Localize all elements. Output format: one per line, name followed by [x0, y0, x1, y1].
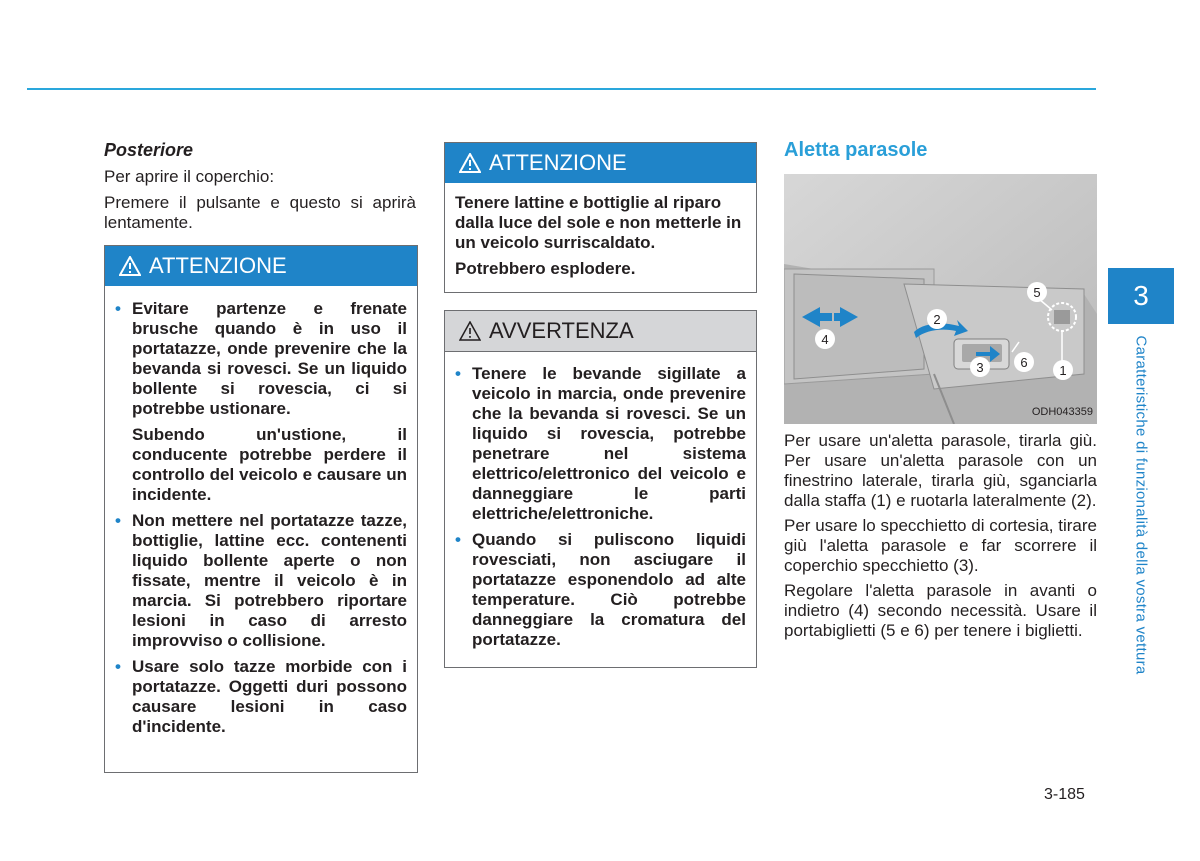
sun-visor-illustration: [784, 174, 1097, 424]
caution-header: [445, 311, 756, 352]
section-heading-posteriore: Posteriore: [104, 140, 194, 160]
chapter-tab: 3: [1108, 268, 1174, 324]
callout-1: 1: [1059, 363, 1067, 378]
top-rule: [27, 88, 1096, 90]
list-item: [455, 530, 746, 650]
bullet-icon: •: [115, 299, 121, 318]
bullet-icon: •: [115, 657, 121, 676]
warning-text-explode: Potrebbero esplodere.: [455, 259, 636, 278]
paragraph-adjust-visor: Regolare l'aletta parasole in avanti o indietro (4) secondo necessità. Usare il portabiglietti (5 e 6) per tenere i biglietti.: [784, 581, 1097, 640]
paragraph-open-cover: Per aprire il coperchio:: [104, 167, 275, 186]
list-item: [115, 511, 407, 651]
callout-4: 4: [821, 332, 829, 347]
list-item-text: Usare solo tazze morbide con i portatazze. Oggetti duri possono causare lesioni in caso d'incidente.: [132, 657, 407, 736]
column-right: [784, 139, 1097, 162]
warning-box-attenzione-left: [104, 245, 418, 773]
list-item: [115, 657, 407, 737]
chapter-title: Caratteristiche di funzionalità della vostra vettura: [1132, 335, 1150, 675]
callout-6: 6: [1020, 355, 1028, 370]
list-item-continuation: Subendo un'ustione, il conducente potrebbe perdere il controllo del veicolo e causare un incidente.: [132, 425, 407, 504]
column-left: [104, 140, 416, 233]
warning-box-attenzione-middle: [444, 142, 757, 293]
section-title-aletta-parasole: Aletta parasole: [784, 139, 928, 161]
sun-visor-drawing: [784, 174, 1097, 424]
bullet-icon: •: [455, 530, 461, 549]
list-item-text: Non mettere nel portatazze tazze, bottiglie, lattine ecc. contenenti liquido bollente aperte o non fissate, mentre il veicolo è in marcia. Si potrebbero riportare lesioni in caso di arresto improvviso o collisione.: [132, 511, 407, 650]
list-item-text: Tenere le bevande sigillate a veicolo in marcia, onde prevenire che la bevanda si rovesci. Se un liquido si rovescia, potrebbe penetrare nel sistema elettrico/elettronico del veicolo e danneggiare le parti elettriche/elettroniche.: [472, 364, 746, 523]
paragraph-vanity-mirror: Per usare lo specchietto di cortesia, tirare giù l'aletta parasole e far scorrere il coperchio specchietto (3).: [784, 516, 1097, 575]
paragraph-use-visor: Per usare un'aletta parasole, tirarla giù. Per usare un'aletta parasole con un finestrino laterale, tirarla giù, sganciarla dalla staffa (1) e ruotarla lateralmente (2).: [784, 431, 1097, 510]
caution-title: AVVERTENZA: [489, 318, 634, 343]
warning-title: ATTENZIONE: [489, 150, 627, 175]
warning-text: Tenere lattine e bottiglie al riparo dalla luce del sole e non metterle in un veicolo surriscaldato.: [455, 193, 742, 252]
list-item: [455, 364, 746, 524]
caution-triangle-icon: [459, 321, 481, 341]
callout-3: 3: [976, 360, 984, 375]
page-number: 3-185: [1044, 786, 1085, 803]
warning-header: [445, 143, 756, 183]
callout-2: 2: [933, 312, 941, 327]
figure-code: ODH043359: [1031, 406, 1093, 418]
list-item-text: Evitare partenze e frenate brusche quando è in uso il portatazze, onde prevenire che la bevanda si rovesci. Se un liquido bollente si rovescia, ci si potrebbe ustionare.: [132, 299, 407, 418]
callout-5: 5: [1033, 285, 1041, 300]
column-right-text: [784, 431, 1097, 641]
bullet-icon: •: [115, 511, 121, 530]
list-item-text: Quando si puliscono liquidi rovesciati, non asciugare il portatazze esponendolo ad alte temperature. Ciò potrebbe danneggiare la cromatura del portatazze.: [472, 530, 746, 649]
list-item: [115, 299, 407, 505]
warning-triangle-icon: [459, 153, 481, 173]
bullet-icon: •: [455, 364, 461, 383]
paragraph-press-button: Premere il pulsante e questo si aprirà lentamente.: [104, 193, 416, 232]
warning-triangle-icon: [119, 256, 141, 276]
warning-header: [105, 246, 417, 286]
warning-title: ATTENZIONE: [149, 253, 287, 278]
caution-box-avvertenza: [444, 310, 757, 668]
